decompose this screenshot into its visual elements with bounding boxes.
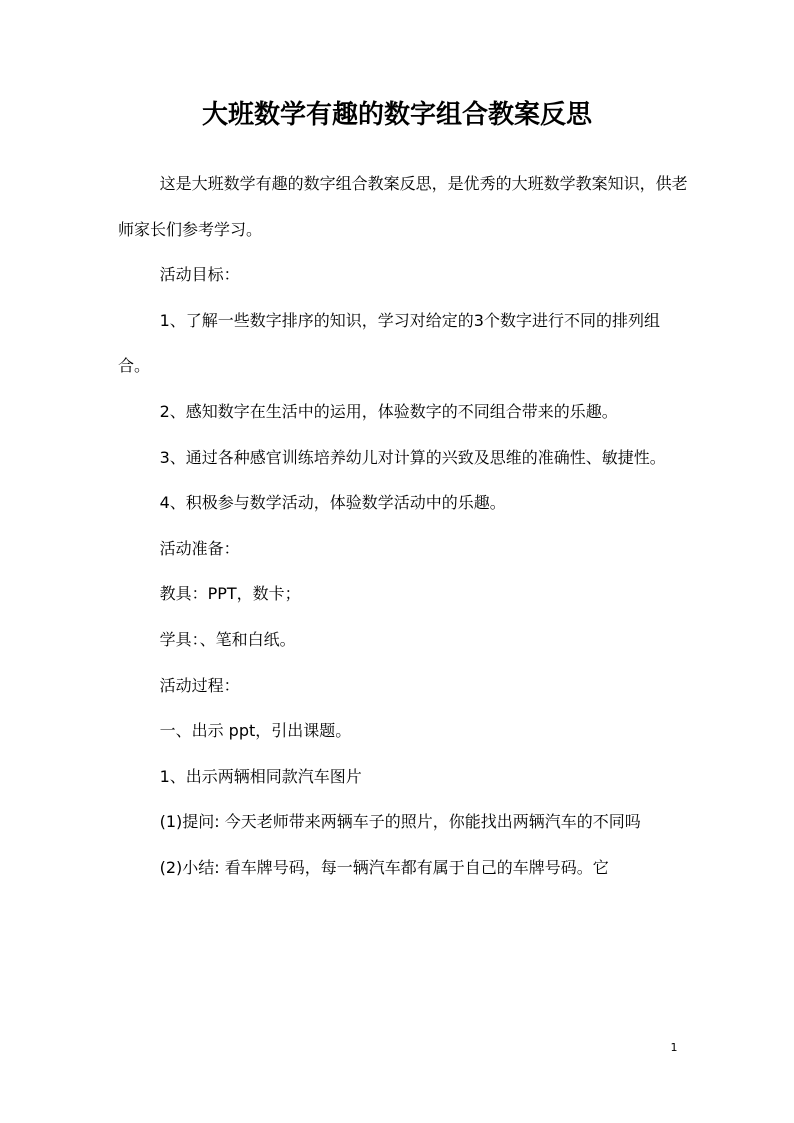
paragraph-intro: 这是大班数学有趣的数字组合教案反思，是优秀的大班数学教案知识，供老师家长们参考学习。: [118, 174, 688, 239]
paragraph-step-1: 一、出示 ppt，引出课题。: [159, 721, 352, 741]
paragraph-objective-4: 4、积极参与数学活动，体验数学活动中的乐趣。: [159, 493, 506, 513]
paragraph-step-1-1: 1、出示两辆相同款汽车图片: [159, 766, 362, 786]
paragraph-objective-3: 3、通过各种感官训练培养幼儿对计算的兴致及思维的准确性、敏捷性。: [159, 447, 666, 467]
document-title: 大班数学有趣的数字组合教案反思: [201, 100, 592, 130]
paragraph-objectives-heading: 活动目标：: [159, 265, 240, 285]
paragraph-preparation-heading: 活动准备：: [159, 538, 240, 558]
paragraph-objective-1: 1、了解一些数字排序的知识，学习对给定的3个数字进行不同的排列组合。: [118, 310, 660, 376]
document-body: [118, 161, 688, 891]
paragraph-learning-aids: 学具：、笔和白纸。: [159, 629, 296, 649]
page-number: 1: [670, 1041, 678, 1054]
paragraph-objective-2: 2、感知数字在生活中的运用，体验数字的不同组合带来的乐趣。: [159, 401, 618, 421]
paragraph-summary: (2)小结: 看车牌号码，每一辆汽车都有属于自己的车牌号码。它: [159, 857, 609, 877]
paragraph-question: (1)提问: 今天老师带来两辆车子的照片，你能找出两辆汽车的不同吗: [159, 812, 641, 832]
paragraph-teaching-aids: 教具：PPT，数卡；: [159, 584, 301, 604]
paragraph-process-heading: 活动过程：: [159, 675, 240, 695]
